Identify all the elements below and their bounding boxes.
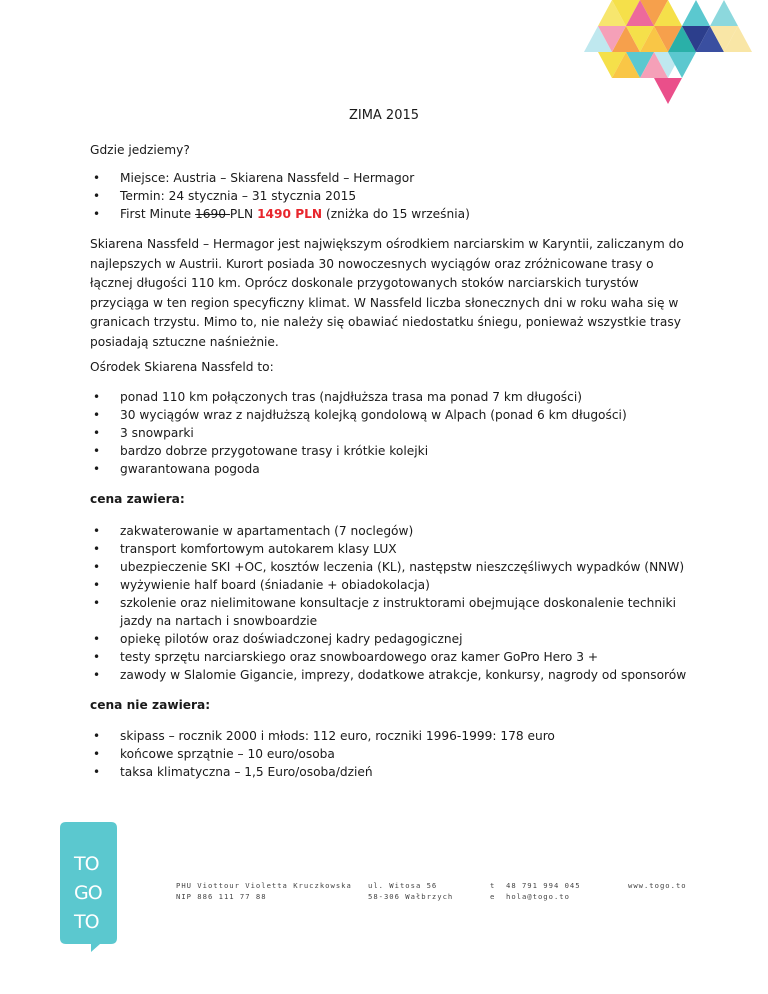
email-address[interactable]: hola@togo.to [506, 892, 570, 901]
excludes-heading: cena nie zawiera: [90, 698, 211, 712]
list-item: • końcowe sprzątnie – 10 euro/osoba [90, 745, 690, 763]
address-street: ul. Witosa 56 [368, 881, 438, 890]
logo-line: TO [74, 853, 99, 875]
list-item: • ponad 110 km połączonych tras (najdłuższa trasa ma ponad 7 km długości) [90, 388, 690, 406]
company-nip: NIP 886 111 77 88 [176, 892, 267, 901]
footer-company [176, 880, 352, 902]
logo-line: GO [74, 882, 102, 904]
excludes-list [90, 727, 690, 781]
logo-line: TO [74, 911, 99, 933]
phone-number: 48 791 994 045 [506, 881, 581, 890]
phone-label: t [490, 881, 496, 890]
list-item: • testy sprzętu narciarskiego oraz snowboardowego oraz kamer GoPro Hero 3 + [90, 648, 690, 666]
footer-website [628, 880, 687, 891]
trip-info-list [90, 169, 690, 223]
address-city: 58-306 Wałbrzych [368, 892, 454, 901]
list-item: • 30 wyciągów wraz z najdłuższą kolejką gondolową w Alpach (ponad 6 km długości) [90, 406, 690, 424]
email-label: e [490, 892, 496, 901]
old-price: 1690 [195, 207, 230, 221]
website-link[interactable]: www.togo.to [628, 881, 687, 890]
list-item: • transport komfortowym autokarem klasy LUX [90, 540, 690, 558]
resort-description: Skiarena Nassfeld – Hermagor jest największym ośrodkiem narciarskim w Karyntii, zaliczanym do najlepszych w Austrii. Kurort posiada 30 nowoczesnych wyciągów oraz zróżnicowane trasy o łącznej długości 110 km. Oprócz doskonale przygotowanych stoków narciarskich turystów przyciąga w ten region specyficzny klimat. W Nassfeld liczba słonecznych dni w roku waha się w granicach trzystu. Mimo to, nie należy się obawiać niedostatku śniegu, ponieważ wszystkie trasy posiadają sztuczne naśnieżnie. [90, 237, 684, 349]
list-item: • szkolenie oraz nielimitowane konsultacje z instruktorami obejmujące doskonalenie techniki jazdy na nartach i snowboardzie [90, 594, 690, 630]
triangle-pattern-decoration [0, 0, 768, 120]
old-price-currency: PLN [229, 207, 258, 221]
intro-question: Gdzie jedziemy? [90, 143, 190, 157]
price-note: (zniżka do 15 września) [322, 207, 470, 221]
includes-heading: cena zawiera: [90, 492, 185, 506]
list-item: • 3 snowparki [90, 424, 690, 442]
list-item: • Termin: 24 stycznia – 31 stycznia 2015 [90, 187, 690, 205]
company-name: PHU Viottour Violetta Kruczkowska [176, 881, 352, 890]
list-item: • opiekę pilotów oraz doświadczonej kadry pedagogicznej [90, 630, 690, 648]
resort-heading: Ośrodek Skiarena Nassfeld to: [90, 360, 274, 374]
resort-features-list [90, 388, 690, 478]
list-item: • zakwaterowanie w apartamentach (7 noclegów) [90, 522, 690, 540]
price-prefix: First Minute [120, 207, 196, 221]
new-price: 1490 PLN [257, 207, 323, 221]
footer-contact [506, 880, 581, 902]
footer-contact-labels [490, 880, 495, 902]
list-item: • skipass – rocznik 2000 i młods: 112 euro, roczniki 1996-1999: 178 euro [90, 727, 690, 745]
includes-list [90, 522, 690, 684]
list-item: • ubezpieczenie SKI +OC, kosztów leczenia (KL), następstw nieszczęśliwych wypadków (NNW) [90, 558, 690, 576]
document-title: ZIMA 2015 [348, 108, 420, 123]
list-item: • bardzo dobrze przygotowane trasy i krótkie kolejki [90, 442, 690, 460]
list-item: • gwarantowana pogoda [90, 460, 690, 478]
list-item: • zawody w Slalomie Gigancie, imprezy, dodatkowe atrakcje, konkursy, nagrody od sponsorów [90, 666, 690, 684]
logo-text [74, 850, 102, 937]
list-item: • wyżywienie half board (śniadanie + obiadokolacja) [90, 576, 690, 594]
list-item [90, 205, 690, 223]
footer-address [368, 880, 453, 902]
list-item: • taksa klimatyczna – 1,5 Euro/osoba/dzień [90, 763, 690, 781]
list-item: • Miejsce: Austria – Skiarena Nassfeld – Hermagor [90, 169, 690, 187]
